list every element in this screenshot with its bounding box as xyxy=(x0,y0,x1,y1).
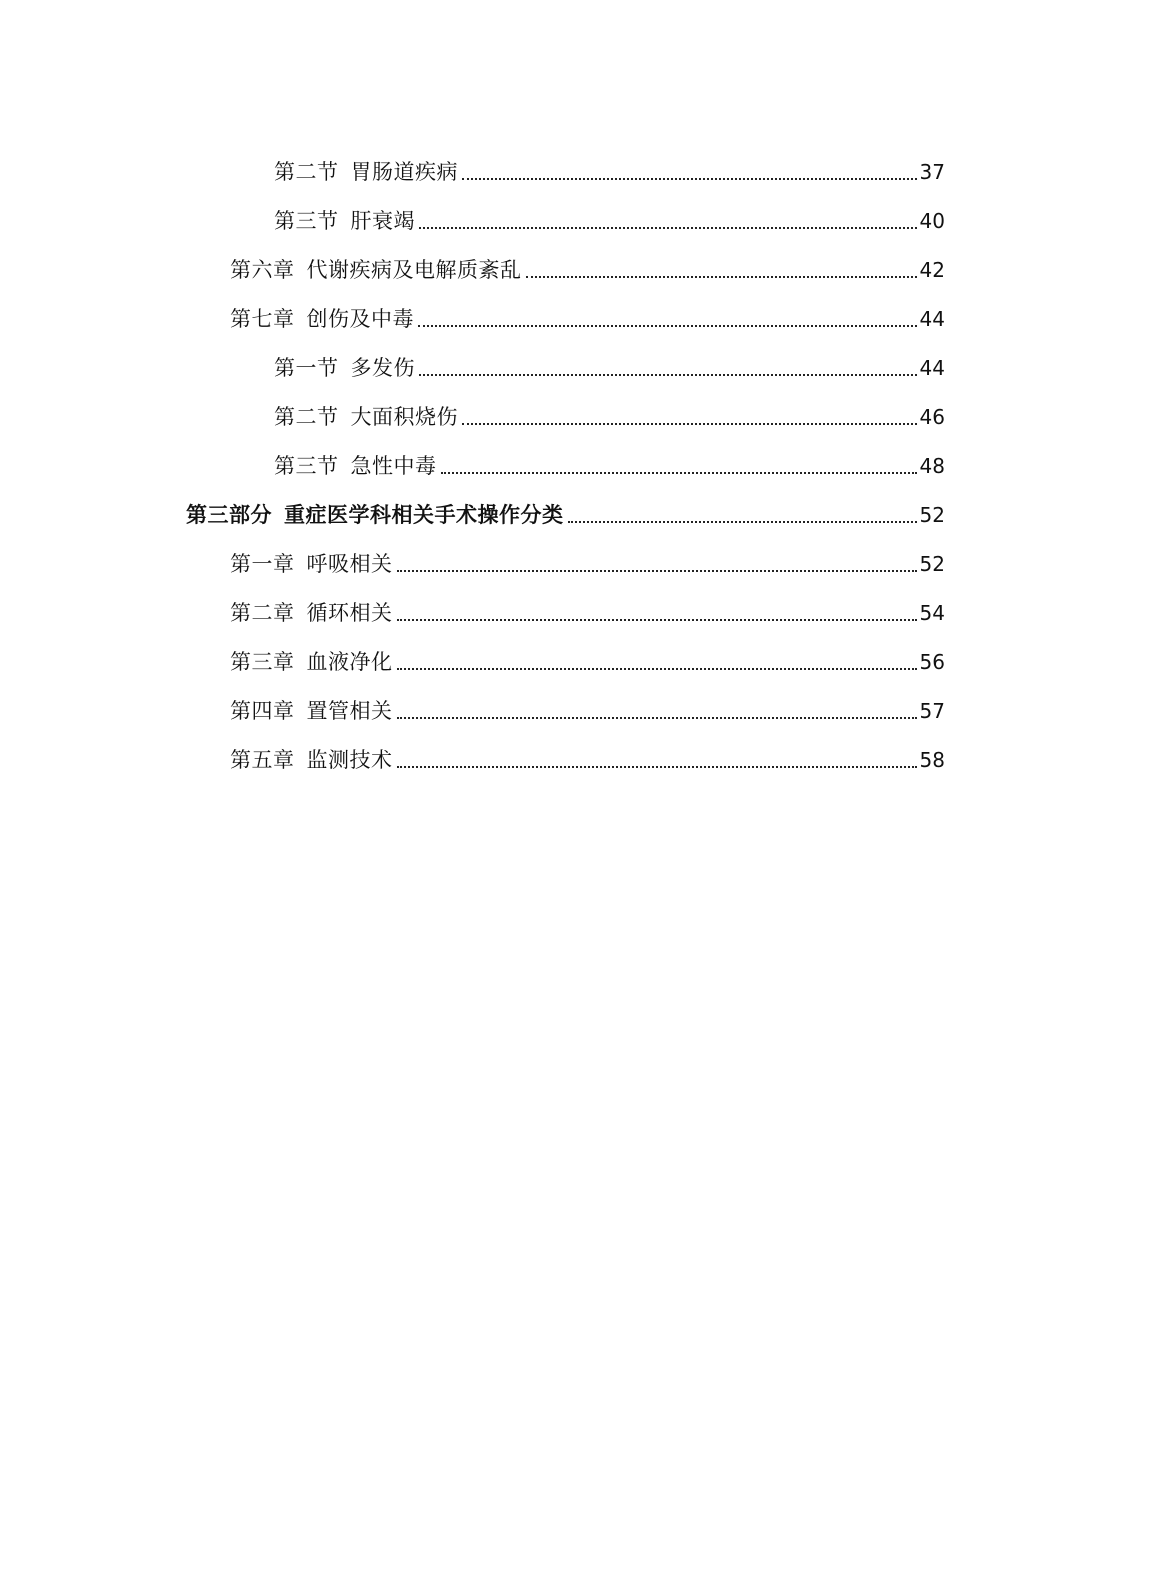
toc-entry-title: 血液净化 xyxy=(306,650,393,674)
toc-leader-dots xyxy=(397,717,917,719)
toc-entry-number: 第七章 xyxy=(230,307,295,331)
toc-leader-dots xyxy=(568,521,917,523)
toc-entry[interactable] xyxy=(230,304,945,334)
toc-entry-number: 第一节 xyxy=(274,356,339,380)
toc-page-number: 44 xyxy=(919,307,945,331)
toc-leader-dots xyxy=(418,325,917,327)
toc-entry-number: 第三部分 xyxy=(186,503,272,527)
toc-entry-label xyxy=(230,549,393,579)
toc-entry-number: 第一章 xyxy=(230,552,295,576)
toc-entry-number: 第二章 xyxy=(230,601,295,625)
toc-entry[interactable] xyxy=(230,696,945,726)
toc-entry-title: 胃肠道疾病 xyxy=(350,160,458,184)
toc-entry-title: 急性中毒 xyxy=(350,454,437,478)
toc-entry-label xyxy=(230,598,393,628)
toc-entry-title: 呼吸相关 xyxy=(306,552,393,576)
toc-entry[interactable] xyxy=(230,549,945,579)
toc-entry-label xyxy=(274,402,458,432)
toc-entry-number: 第三章 xyxy=(230,650,295,674)
toc-page-number: 58 xyxy=(919,748,945,772)
toc-entry-label xyxy=(274,353,415,383)
toc-entry-title: 置管相关 xyxy=(306,699,393,723)
toc-entry-number: 第四章 xyxy=(230,699,295,723)
toc-entry-title: 肝衰竭 xyxy=(350,209,415,233)
toc-leader-dots xyxy=(397,619,917,621)
toc-entry-label xyxy=(274,451,437,481)
toc-page-number: 46 xyxy=(919,405,945,429)
toc-leader-dots xyxy=(462,178,917,180)
toc-leader-dots xyxy=(526,276,917,278)
toc-entry-part[interactable] xyxy=(186,500,945,530)
toc-leader-dots xyxy=(441,472,917,474)
toc-page-number: 48 xyxy=(919,454,945,478)
toc-entry[interactable] xyxy=(230,598,945,628)
toc-leader-dots xyxy=(397,766,917,768)
toc-entry-label xyxy=(230,745,393,775)
toc-entry-title: 监测技术 xyxy=(306,748,393,772)
toc-entry-number: 第三节 xyxy=(274,209,339,233)
toc-entry-number: 第三节 xyxy=(274,454,339,478)
toc-entry[interactable] xyxy=(274,353,945,383)
toc-page-number: 40 xyxy=(919,209,945,233)
toc-leader-dots xyxy=(397,668,917,670)
toc-entry-label xyxy=(230,647,393,677)
toc-leader-dots xyxy=(419,374,917,376)
toc-entry-number: 第五章 xyxy=(230,748,295,772)
toc-page-number: 37 xyxy=(919,160,945,184)
toc-page-number: 52 xyxy=(919,552,945,576)
toc-entry[interactable] xyxy=(274,157,945,187)
toc-page-number: 57 xyxy=(919,699,945,723)
toc-entry-label xyxy=(274,157,458,187)
toc-page-number: 42 xyxy=(919,258,945,282)
toc-page-number: 52 xyxy=(919,503,945,527)
toc-entry-title: 重症医学科相关手术操作分类 xyxy=(284,503,564,527)
toc-entry[interactable] xyxy=(274,402,945,432)
toc-entry-label xyxy=(230,255,522,285)
toc-entry[interactable] xyxy=(230,745,945,775)
toc-leader-dots xyxy=(397,570,917,572)
toc-entry-title: 多发伤 xyxy=(350,356,415,380)
toc-entry-title: 大面积烧伤 xyxy=(350,405,458,429)
toc-entry-label xyxy=(274,206,415,236)
toc-entry-title: 循环相关 xyxy=(306,601,393,625)
toc-entry[interactable] xyxy=(274,206,945,236)
toc-entry-label xyxy=(230,304,414,334)
toc-entry-title: 创伤及中毒 xyxy=(306,307,414,331)
toc-entry-label xyxy=(230,696,393,726)
toc-entry[interactable] xyxy=(230,255,945,285)
toc-entry-label xyxy=(186,500,564,530)
toc-leader-dots xyxy=(462,423,917,425)
toc-page-number: 56 xyxy=(919,650,945,674)
toc-entry-title: 代谢疾病及电解质紊乱 xyxy=(306,258,522,282)
toc-page-number: 54 xyxy=(919,601,945,625)
toc-entry[interactable] xyxy=(274,451,945,481)
toc-entry-number: 第六章 xyxy=(230,258,295,282)
toc-entry-number: 第二节 xyxy=(274,405,339,429)
toc-page-number: 44 xyxy=(919,356,945,380)
toc-leader-dots xyxy=(419,227,917,229)
toc-entry-number: 第二节 xyxy=(274,160,339,184)
toc-entry[interactable] xyxy=(230,647,945,677)
